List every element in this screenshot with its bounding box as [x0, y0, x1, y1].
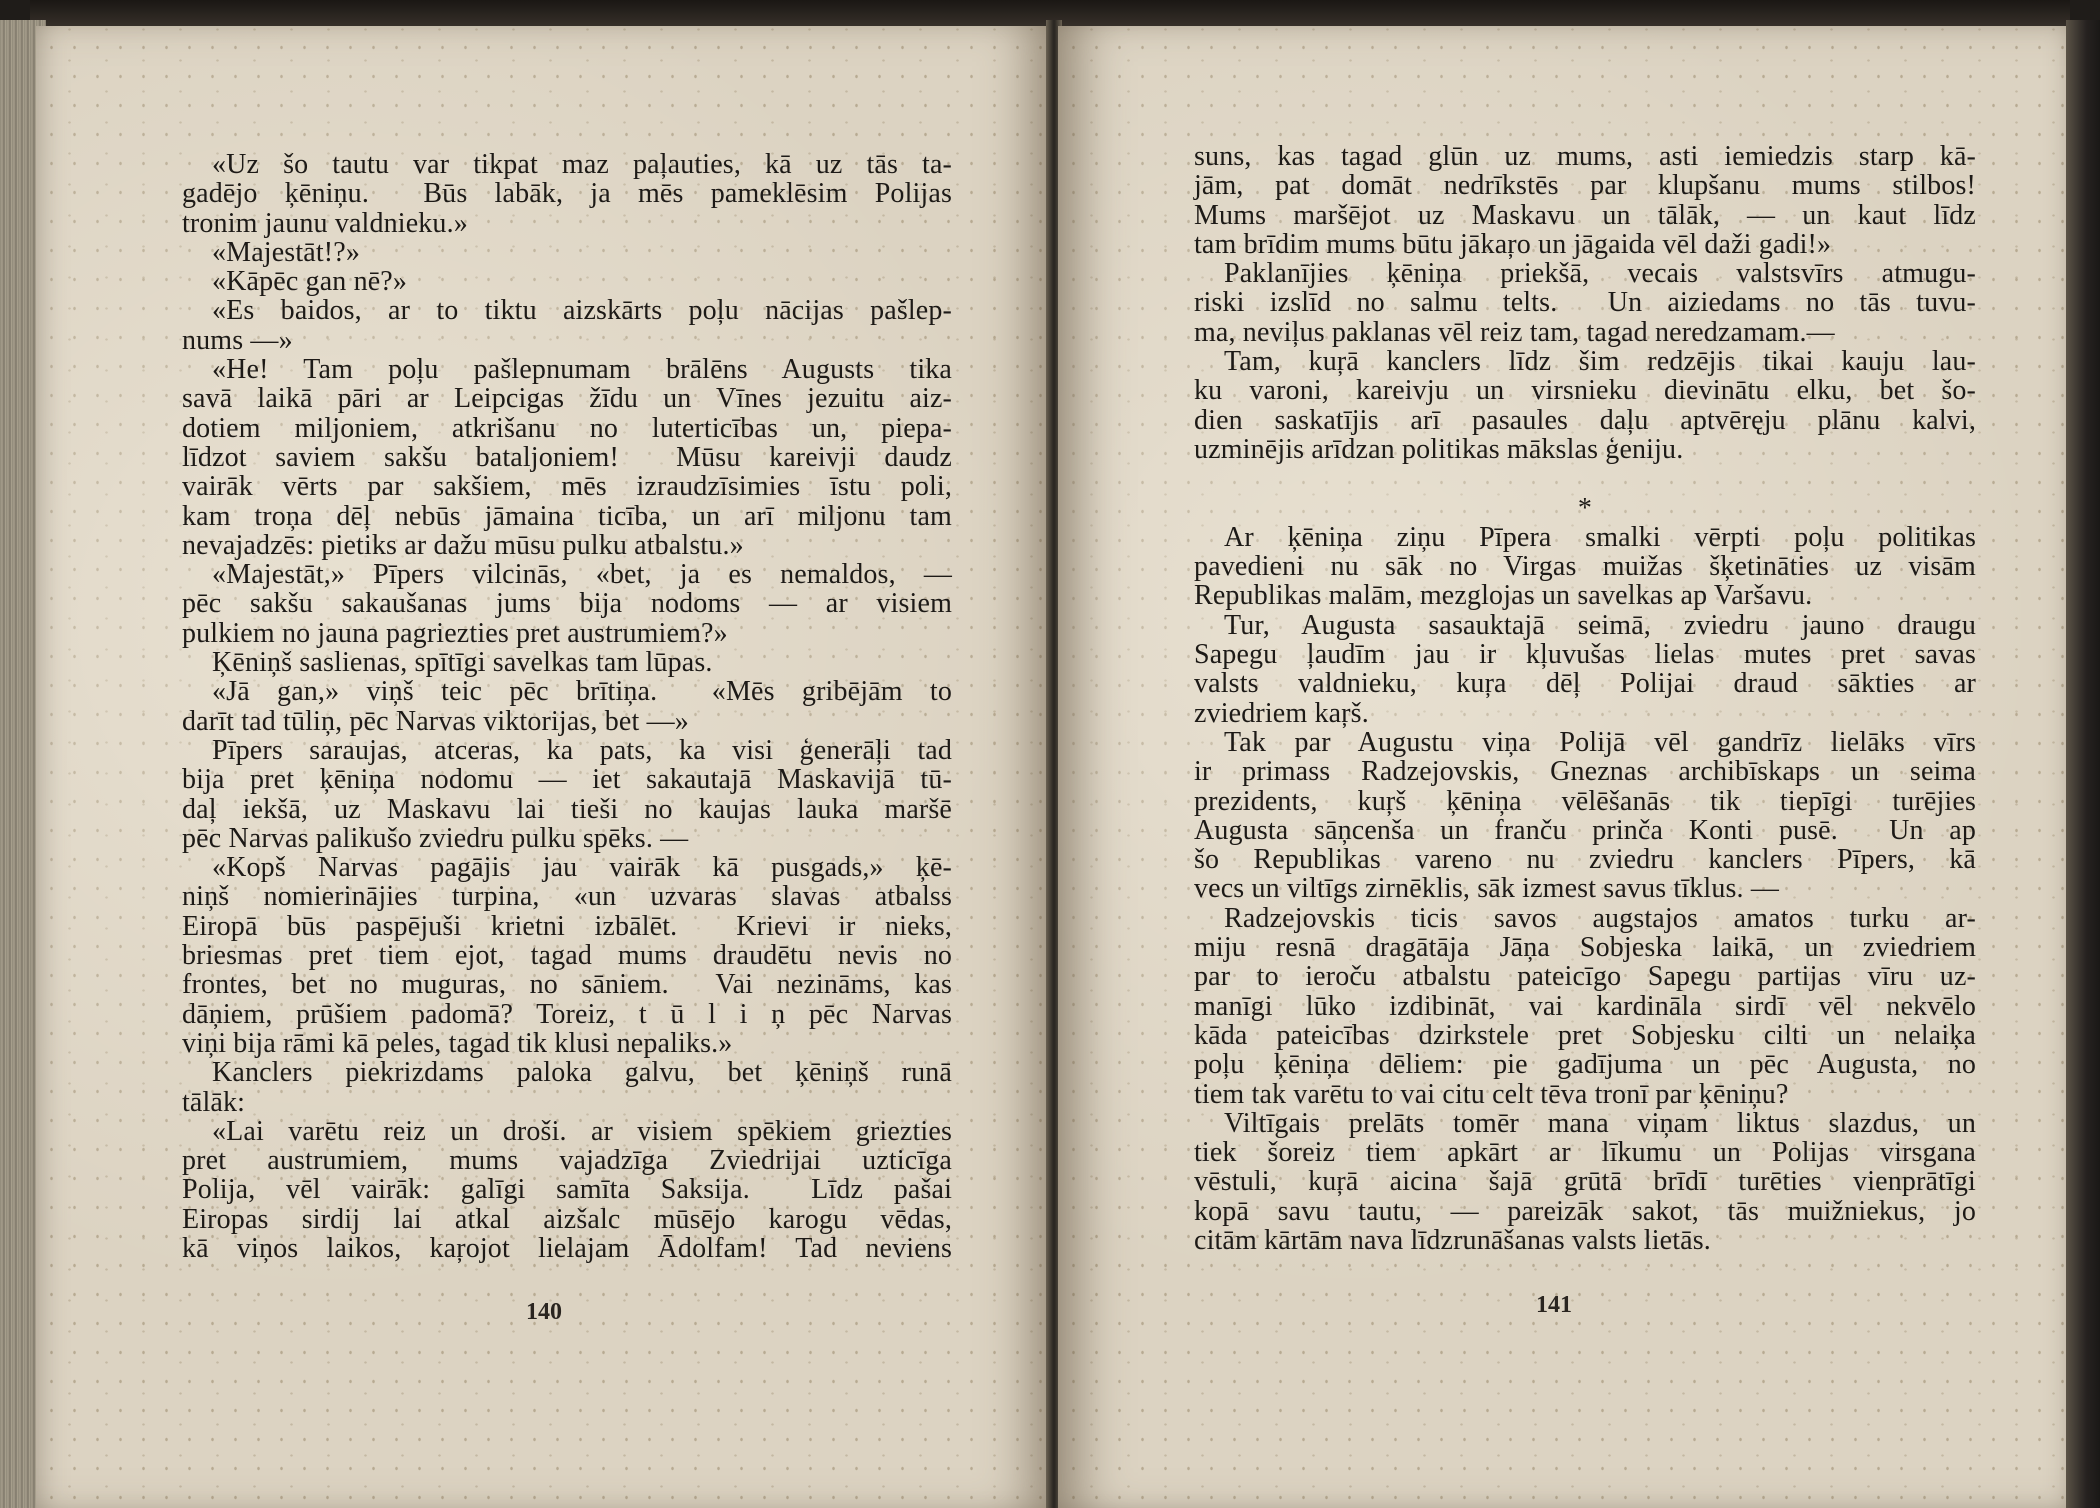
text-line: riski izslīd no salmu telts. Un aiziedams no tās tuvu-: [1194, 287, 1976, 319]
text-line: «Uz šo tautu var tikpat maz paļauties, kā uz tās ta-: [212, 149, 952, 180]
text-line: kam troņa dēļ nebūs jāmaina ticība, un arī miljonu tam: [182, 500, 952, 532]
left-page-text: [182, 150, 952, 1263]
right-page-number: 141: [1536, 1292, 1572, 1318]
text-line: darīt tad tūliņ, pēc Narvas viktorijas, bet —»: [182, 705, 689, 737]
text-line: dāņiem, prūšiem padomā? Toreiz, t ū l i ņ pēc Narvas: [182, 998, 952, 1030]
text-line: citām kārtām nava līdzrunāšanas valsts lietās.: [1194, 1224, 1711, 1256]
text-line: valsts valdnieku, kuŗa dēļ Polijai draud sākties ar: [1194, 668, 1976, 700]
text-line: zviedriem kaŗš.: [1194, 697, 1369, 729]
text-line: suns, kas tagad glūn uz mums, asti iemiedzis starp kā-: [1194, 141, 1976, 172]
text-line: gadējo ķēniņu. Būs labāk, ja mēs pameklēsim Polijas: [182, 178, 952, 210]
left-page: [36, 26, 1052, 1508]
text-line: Polija, vēl vairāk: galīgi samīta Saksija. Līdz pašai: [182, 1174, 952, 1206]
text-line: Ar ķēniņa ziņu Pīpera smalki vērpti poļu politikas: [1224, 521, 1976, 553]
text-line: Pīpers saraujas, atceras, ka pats, ka visi ģenerāļi tad: [212, 734, 952, 766]
text-line: Augusta sāņcenša un franču prinča Konti pusē. Un ap: [1194, 814, 1976, 846]
text-line: dotiem miljoniem, atkrišanu no luterticības un, piepa-: [182, 412, 952, 444]
text-line: Mums maršējot uz Maskavu un tālāk, — un kaut līdz: [1194, 199, 1976, 231]
text-line: tiek šoreiz tiem apkārt ar līkumu un Polijas virsgana: [1194, 1137, 1976, 1169]
text-line: pulkiem no jauna pagriezties pret austrumiem?»: [182, 617, 728, 649]
text-line: pēc sakšu sakaušanas jums bija nodoms — ar visiem: [182, 588, 952, 620]
text-line: Viltīgais prelāts tomēr mana viņam liktus slazdus, un: [1224, 1107, 1976, 1139]
text-line: Ķēniņš saslienas, spītīgi savelkas tam lūpas.: [212, 647, 713, 679]
text-line: manīgi lūko izdibināt, vai kardināla sirdī vēl nekvēlo: [1194, 990, 1976, 1022]
text-line: frontes, bet no muguras, no sāniem. Vai nezināms, kas: [182, 969, 952, 1001]
text-line: tiem tak varētu to vai citu celt tēva tronī par ķēniņu?: [1194, 1078, 1789, 1110]
right-page-text: [1194, 142, 1976, 1255]
text-line: līdzot saviem sakšu bataljoniem! Mūsu kareivji daudz: [182, 441, 952, 473]
text-line: «Lai varētu reiz un droši. ar visiem spēkiem griezties: [212, 1115, 952, 1147]
text-line: «Es baidos, ar to tiktu aizskārts poļu nācijas pašlep-: [212, 295, 952, 327]
left-page-number: 140: [526, 1299, 562, 1325]
text-line: Kanclers piekrizdams paloka galvu, bet ķēniņš runā: [212, 1057, 952, 1089]
text-line: briesmas pret tiem ejot, tagad mums draudētu nevis no: [182, 940, 952, 972]
text-line: kopā savu tautu, — pareizāk sakot, tās muižniekus, jo: [1194, 1195, 1976, 1227]
text-line: «Majestāt!?»: [212, 236, 360, 268]
page-edge-right: [2066, 20, 2100, 1508]
text-line: šo Republikas vareno nu zviedru kanclers Pīpers, kā: [1194, 844, 1976, 876]
text-line: Eiropā būs paspējuši krietni izbālēt. Krievi ir nieks,: [182, 910, 952, 942]
text-line: ku varoni, kareivju un virsnieku dievinātu elku, bet šo-: [1194, 375, 1976, 407]
text-line: «Majestāt,» Pīpers vilcinās, «bet, ja es nemaldos, —: [212, 559, 952, 591]
right-page: [1058, 26, 2070, 1508]
text-line: tam brīdim mums būtu jākaŗo un jāgaida vēl daži gadi!»: [1194, 228, 1832, 260]
text-line: «He! Tam poļu pašlepnumam brālēns Augusts tika: [212, 354, 952, 386]
text-line: ir primass Radzejovskis, Gneznas archibīskaps un seima: [1194, 756, 1976, 788]
text-line: «Kopš Narvas pagājis jau vairāk kā pusgads,» ķē-: [212, 852, 952, 884]
text-line: prezidents, kuŗš ķēniņa vēlēšanās tik tiepīgi turējies: [1194, 785, 1976, 817]
text-line: viņi bija rāmi kā peles, tagad tik klusi nepaliks.»: [182, 1027, 733, 1059]
text-line: kāda pateicības dzirkstele pret Sobjesku cilti un nelaiķa: [1194, 1019, 1976, 1051]
text-line: pavedieni nu sāk no Virgas muižas šķetināties uz visām: [1194, 551, 1976, 583]
text-line: [1194, 464, 1976, 493]
text-line: savā laikā pāri ar Leipcigas žīdu un Vīnes jezuitu aiz-: [182, 383, 952, 415]
text-line: tālāk:: [182, 1086, 246, 1118]
text-line: bija pret ķēniņa nodomu — iet sakautajā Maskavijā tū-: [182, 764, 952, 796]
text-line: Eiropas sirdij lai atkal aizšalc mūsējo karogu vēdas,: [182, 1203, 952, 1235]
text-line: pret austrumiem, mums vajadzīga Zviedrijai uzticīga: [182, 1145, 952, 1177]
text-line: Tur, Augusta sasauktajā seimā, zviedru jauno draugu: [1224, 609, 1976, 641]
text-line: miju resnā dragātāja Jāņa Sobjeska laikā, un zviedriem: [1194, 932, 1976, 964]
text-line: Tak par Augustu viņa Polijā vēl gandrīz lielāks vīrs: [1224, 726, 1976, 758]
text-line: vēstuli, kuŗā aicina šajā grūtā brīdī turēties vienprātīgi: [1194, 1166, 1976, 1198]
text-line: tronim jaunu valdnieku.»: [182, 207, 468, 239]
text-line: daļ iekšā, uz Maskavu lai tieši no kaujas lauka maršē: [182, 793, 952, 825]
text-line: Paklanījies ķēniņa priekšā, vecais valstsvīrs atmugu-: [1224, 258, 1976, 290]
text-line: «Jā gan,» viņš teic pēc brītiņa. «Mēs gribējām to: [212, 676, 952, 708]
text-line: vecs un viltīgs zirnēklis, sāk izmest savus tīklus. —: [1194, 873, 1779, 905]
text-line: nevajadzēs: pietiks ar dažu mūsu pulku atbalstu.»: [182, 529, 744, 561]
text-line: Radzejovskis ticis savos augstajos amatos turku ar-: [1224, 902, 1976, 934]
text-line: pēc Narvas palikušo zviedru pulku spēks. —: [182, 822, 689, 854]
text-line: nums —»: [182, 324, 293, 356]
text-line: *: [1577, 492, 1593, 524]
text-line: Tam, kuŗā kanclers līdz šim redzējis tikai kauju lau-: [1224, 346, 1976, 378]
text-line: poļu ķēniņa dēliem: pie gadījuma un pēc Augusta, no: [1194, 1049, 1976, 1081]
text-line: Sapegu ļaudīm jau ir kļuvušas lielas mutes pret savas: [1194, 639, 1976, 671]
text-line: vairāk vērts par sakšiem, mēs izraudzīsimies īstu poli,: [182, 471, 952, 503]
text-line: uzminējis arīdzan politikas mākslas ģeniju.: [1194, 433, 1684, 465]
text-line: Republikas malām, mezglojas un savelkas ap Varšavu.: [1194, 580, 1813, 612]
text-line: kā viņos laikos, kaŗojot lielajam Ādolfam! Tad neviens: [182, 1232, 952, 1264]
text-line: ma, neviļus paklanas vēl reiz tam, tagad neredzamam.—: [1194, 316, 1835, 348]
text-line: par to ieroču atbalstu pateicīgo Sapegu partijas vīru uz-: [1194, 961, 1976, 993]
text-line: dien saskatījis arī pasaules daļu aptvēręju plānu kalvi,: [1194, 404, 1976, 436]
text-line: jām, pat domāt nedrīkstēs par klupšanu mums stilbos!: [1194, 170, 1976, 202]
text-line: «Kāpēc gan nē?»: [212, 266, 408, 298]
text-line: niņš nomierinājies turpina, «un uzvaras slavas atbalss: [182, 881, 952, 913]
